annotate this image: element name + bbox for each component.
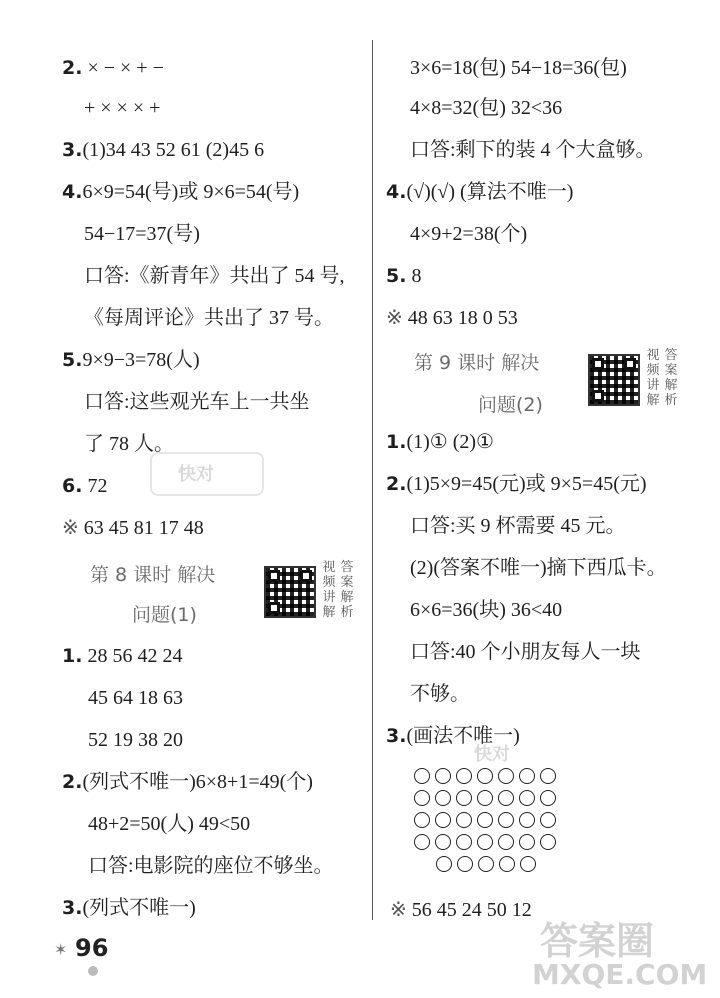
circle xyxy=(414,768,430,784)
right-mark2-text: 56 45 24 50 12 xyxy=(411,899,532,921)
circle xyxy=(456,812,472,828)
left-mark-text: 63 45 81 17 48 xyxy=(83,517,204,539)
q2-row1-text: × − × + − xyxy=(87,57,164,79)
lesson8-qr-code[interactable] xyxy=(264,566,316,618)
circle xyxy=(457,856,473,872)
q4-text1: 6×9=54(号)或 9×6=54(号) xyxy=(82,181,300,203)
l8q2-line2: 48+2=50(人) 49<50 xyxy=(88,813,251,835)
circle xyxy=(436,856,452,872)
side-char: 答 xyxy=(664,348,678,363)
reference-mark: ※ xyxy=(62,517,79,539)
side-char: 析 xyxy=(340,605,354,620)
circle xyxy=(499,856,515,872)
side-char: 讲 xyxy=(322,590,336,605)
right-mark-text: 48 63 18 0 53 xyxy=(407,307,518,329)
l9q1-line xyxy=(386,430,494,454)
circle xyxy=(477,812,493,828)
l9q2-line4: 6×6=36(块) 36<40 xyxy=(410,599,563,621)
circle xyxy=(478,856,494,872)
right-mark2-line xyxy=(390,898,532,922)
l9q2-line1 xyxy=(386,472,647,496)
lesson9-title: 第 9 课时 解决 xyxy=(414,352,540,374)
circle xyxy=(498,812,514,828)
q3-line xyxy=(62,138,264,162)
circle-row xyxy=(414,768,556,784)
lesson9-subtitle: 问题(2) xyxy=(478,394,543,416)
l8q3-line xyxy=(62,896,196,920)
circle xyxy=(435,768,451,784)
watermark-kuaidui: 快对 xyxy=(178,464,214,485)
side-char: 频 xyxy=(322,575,336,590)
side-char: 频 xyxy=(646,363,660,378)
l9q3-line xyxy=(386,724,520,748)
circle-row xyxy=(414,834,556,850)
q5-number: 5. xyxy=(62,349,83,371)
reference-mark: ※ xyxy=(386,307,403,329)
right-mark-line xyxy=(386,306,518,330)
r-q4-text: (√)(√) (算法不唯一) xyxy=(406,181,574,203)
l8q2-line1 xyxy=(62,770,313,794)
r-q4-line2: 4×9+2=38(个) xyxy=(410,223,528,245)
q2-row1 xyxy=(62,56,164,80)
circle xyxy=(477,834,493,850)
q4-number: 4. xyxy=(62,181,83,203)
l8q3-number: 3. xyxy=(62,897,83,919)
side-char: 讲 xyxy=(646,378,660,393)
l8q2-text1: (列式不唯一)6×8+1=49(个) xyxy=(82,771,313,793)
circle-row xyxy=(436,856,536,872)
side-char: 视 xyxy=(322,560,336,575)
circle xyxy=(435,790,451,806)
side-char: 案 xyxy=(340,575,354,590)
watermark-box xyxy=(150,452,264,496)
right-line1: 3×6=18(包) 54−18=36(包) xyxy=(410,57,627,79)
circle xyxy=(540,812,556,828)
circle xyxy=(477,790,493,806)
watermark-kuaidui-2: 快对 xyxy=(474,744,510,765)
l9q3-number: 3. xyxy=(386,725,407,747)
circle xyxy=(456,790,472,806)
side-char: 析 xyxy=(664,393,678,408)
l8q2-number: 2. xyxy=(62,771,83,793)
circle xyxy=(435,812,451,828)
lesson8-title: 第 8 课时 解决 xyxy=(90,564,216,586)
circle xyxy=(540,768,556,784)
l8q1-number: 1. xyxy=(62,645,83,667)
l8q1-row2: 45 64 18 63 xyxy=(88,687,183,709)
lesson8-side-label-1 xyxy=(322,560,336,620)
q3-number: 3. xyxy=(62,139,83,161)
circle xyxy=(498,790,514,806)
r-q4-line1 xyxy=(386,180,573,204)
q2-row2: + × × × + xyxy=(84,97,161,119)
l8q1-row3: 52 19 38 20 xyxy=(88,729,183,751)
side-char: 案 xyxy=(664,363,678,378)
q6-text: 72 xyxy=(87,475,108,497)
side-char: 解 xyxy=(322,605,336,620)
right-line2: 4×8=32(包) 32<36 xyxy=(410,97,563,119)
star-icon: ✶ xyxy=(54,940,68,959)
q4-line3: 口答:《新青年》共出了 54 号, xyxy=(84,265,345,287)
q6-number: 6. xyxy=(62,475,83,497)
lesson9-side-label-1 xyxy=(646,348,660,408)
q2-number: 2. xyxy=(62,57,83,79)
circle xyxy=(456,768,472,784)
circle xyxy=(414,834,430,850)
l8q2-line3: 口答:电影院的座位不够坐。 xyxy=(88,855,334,877)
circle xyxy=(519,812,535,828)
l8q1-row1-text: 28 56 42 24 xyxy=(87,645,183,667)
circle xyxy=(414,812,430,828)
circle-row xyxy=(414,812,556,828)
l9q2-number: 2. xyxy=(386,473,407,495)
q5-text1: 9×9−3=78(人) xyxy=(82,349,200,371)
q4-line1 xyxy=(62,180,299,204)
circle xyxy=(498,834,514,850)
circle xyxy=(519,768,535,784)
r-q5-text: 8 xyxy=(411,265,422,287)
q4-line2: 54−17=37(号) xyxy=(84,223,200,245)
lesson8-side-label-2 xyxy=(340,560,354,620)
circle xyxy=(414,790,430,806)
l9q2-line3: (2)(答案不唯一)摘下西瓜卡。 xyxy=(410,557,667,579)
l9q1-number: 1. xyxy=(386,431,407,453)
l9q2-line6: 不够。 xyxy=(410,683,470,705)
reference-mark: ※ xyxy=(390,899,407,921)
circle xyxy=(519,790,535,806)
l9q2-text1: (1)5×9=45(元)或 9×5=45(元) xyxy=(406,473,647,495)
q5-line2: 口答:这些观光车上一共坐 xyxy=(84,391,310,413)
lesson8-subtitle: 问题(1) xyxy=(132,604,197,626)
q4-line4: 《每周评论》共出了 37 号。 xyxy=(84,307,334,329)
circle xyxy=(477,768,493,784)
side-char: 答 xyxy=(340,560,354,575)
l9q1-text: (1)① (2)① xyxy=(406,431,494,453)
r-q5-line xyxy=(386,264,421,288)
circle xyxy=(520,856,536,872)
circle-row xyxy=(414,790,556,806)
q3-text: (1)34 43 52 61 (2)45 6 xyxy=(82,139,265,161)
circle xyxy=(519,834,535,850)
left-mark-line xyxy=(62,516,204,540)
q5-line3: 了 78 人。 xyxy=(84,433,174,455)
side-char: 视 xyxy=(646,348,660,363)
lesson9-qr-code[interactable] xyxy=(588,354,640,406)
column-divider xyxy=(372,40,373,920)
lesson9-side-label-2 xyxy=(664,348,678,408)
watermark-daan: 答案圈 xyxy=(540,919,655,963)
l9q2-line2: 口答:买 9 杯需要 45 元。 xyxy=(410,515,626,537)
side-char: 解 xyxy=(646,393,660,408)
right-line3: 口答:剩下的装 4 个大盒够。 xyxy=(410,139,656,161)
page-number: 96 xyxy=(75,934,109,962)
circle xyxy=(540,790,556,806)
q5-line1 xyxy=(62,348,200,372)
side-char: 解 xyxy=(340,590,354,605)
l8q1-row1 xyxy=(62,644,182,668)
decor-dot xyxy=(88,966,98,976)
l9q3-text: (画法不唯一) xyxy=(406,725,520,747)
circle xyxy=(456,834,472,850)
watermark-site: MXQE.COM xyxy=(532,958,708,991)
circle xyxy=(435,834,451,850)
q6-line xyxy=(62,474,107,498)
r-q5-number: 5. xyxy=(386,265,407,287)
r-q4-number: 4. xyxy=(386,181,407,203)
l9q2-line5: 口答:40 个小朋友每人一块 xyxy=(410,641,641,663)
circle xyxy=(540,834,556,850)
circle xyxy=(498,768,514,784)
l8q3-text: (列式不唯一) xyxy=(82,897,196,919)
side-char: 解 xyxy=(664,378,678,393)
